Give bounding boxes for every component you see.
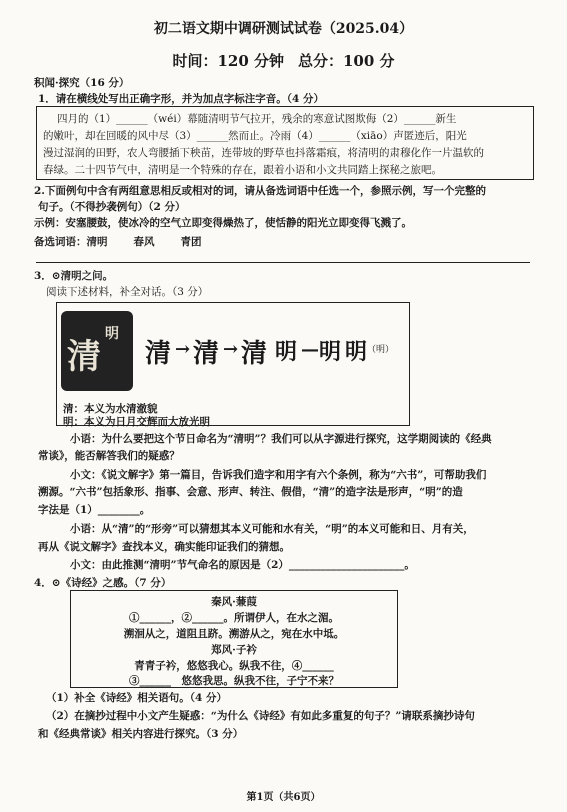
section-heading: 积闻·探究（16 分） [34,77,130,89]
glyph-variant: 明 [275,339,298,365]
arrow-icon: → [175,339,191,360]
q1-passage-line: 漫过湿润的田野，农人弯腰插下秧苗，连带坡的野草也抖落霜痕，将清明的肃穆化作一片温软的 [43,147,484,159]
q1-passage-line: 四月的（1）______（wéi）幕随清明节气拉开，残余的寒意试图欺侮（2）______新生 [57,113,457,125]
q4-sub1: （1）补全《诗经》相关语句。（4 分） [46,692,228,704]
time-label: 时间：120 分钟 [172,52,284,70]
glyph-variant: 清 [241,339,268,369]
glyph-tag: （明） [367,345,395,355]
q2-options-label: 备选词语： [34,236,87,248]
qing-meaning: 清：本义为水清澈貌 [63,403,158,415]
dialogue-line: 小文：《说文解字》第一篇目，告诉我们造字和用字有六个条例，称为“六书”，可帮助我们 [70,469,487,481]
dialogue-line: 字法是（1）________。 [38,504,151,516]
dialogue-line: 小语：从“清”的“形旁”可以猜想其本义可能和水有关，“明”的本义可能和日、月有关， [70,523,474,535]
seal-script-stamp [61,311,133,391]
dialogue-line: 再从《说文解字》查找本义，确实能印证我们的猜想。 [38,541,290,553]
q1-passage-line: 春绿。二十四节气中，清明是一个特殊的存在，跟着小语和小文共同踏上探秘之旅吧。 [43,164,442,176]
q2-option: 春风 [133,236,155,248]
page-number: 第1页（共6页） [246,792,321,803]
poem-title: 郑风·子衿 [211,644,257,656]
exam-time-score [0,50,567,71]
dialogue-line: 常谈》，能否解答我们的疑惑？ [38,450,180,462]
exam-title: 初二语文期中调研测试试卷（2025.04） [153,21,414,37]
q2-stem-line: 句子。（不得抄袭例句）（2 分） [38,201,186,213]
q4-poem-box [70,590,398,688]
dialogue-line: 溯源。“六书”包括象形、指事、会意、形声、转注、假借，“清”的造字法是形声，“明”的造 [38,486,463,498]
ming-meaning: 明：本义为日月交辉而大放光明 [63,416,210,428]
q2-stem-line: 2.下面例句中含有两组意思相反或相对的词，请从备选词语中任选一个，参照示例，写一个完整的 [34,185,486,197]
q2-answer-line [36,262,530,263]
q4-sub2-line: 和《经典常谈》相关内容进行探究。（3 分） [38,728,244,740]
q2-option: 青团 [180,236,202,248]
poem-title: 秦风·蒹葭 [211,596,257,608]
seal-glyph: 明 [105,326,119,342]
glyph-variant: 清 [193,339,220,369]
q1-stem: 1．请在横线处写出正确字形，并为加点字标注字音。（4 分） [38,93,325,105]
seal-glyph: 清 [67,337,101,377]
q2-options [34,235,534,249]
poem-line: 青青子衿，悠悠我心。纵我不往，④______ [134,660,334,672]
poem-line: 溯洄从之，道阻且跻。溯游从之，宛在水中坻。 [123,628,345,640]
glyph-variant: 明 [319,339,342,365]
q2-option: 清明 [86,236,108,248]
dash-icon: — [301,339,319,360]
q4-stem: 4．⊙《诗经》之感。（7 分） [34,577,172,589]
q3-stem: 3．⊙清明之问。 [34,270,114,282]
dialogue-line: 小语：为什么要把这个节日命名为“清明”？我们可以从字源进行探究，这学期阅读的《经典 [70,433,492,445]
q3-material-box [56,302,410,426]
score-label: 总分：100 分 [298,52,395,70]
glyph-variant: 明 [345,339,368,365]
glyph-variant: 清 [145,339,172,369]
arrow-icon: → [223,339,239,360]
poem-line: ③______ 悠悠我思。纵我不往，子宁不来？ [129,675,339,687]
q1-passage-line: 的嫩叶，却在回暖的风中尽（3）______然而止。冷雨（4）______（xiāo）声匿迹后，阳光 [43,130,467,142]
q3-instruction: 阅读下述材料，补全对话。（3 分） [46,286,209,298]
q1-passage-box [36,106,534,180]
dialogue-line: 小文：由此推测“清明”节气命名的原因是（2）______________________。 [70,559,415,571]
poem-line: ①______，②______。所谓伊人，在水之湄。 [129,612,339,624]
character-evolution-image [61,307,403,401]
q2-example: 示例：安塞腰鼓，使冰冷的空气立即变得燥热了，使恬静的阳光立即变得飞溅了。 [34,217,412,229]
q4-sub2-line: （2）在摘抄过程中小文产生疑惑：“为什么《诗经》有如此多重复的句子？”请联系摘抄诗句 [46,710,475,722]
